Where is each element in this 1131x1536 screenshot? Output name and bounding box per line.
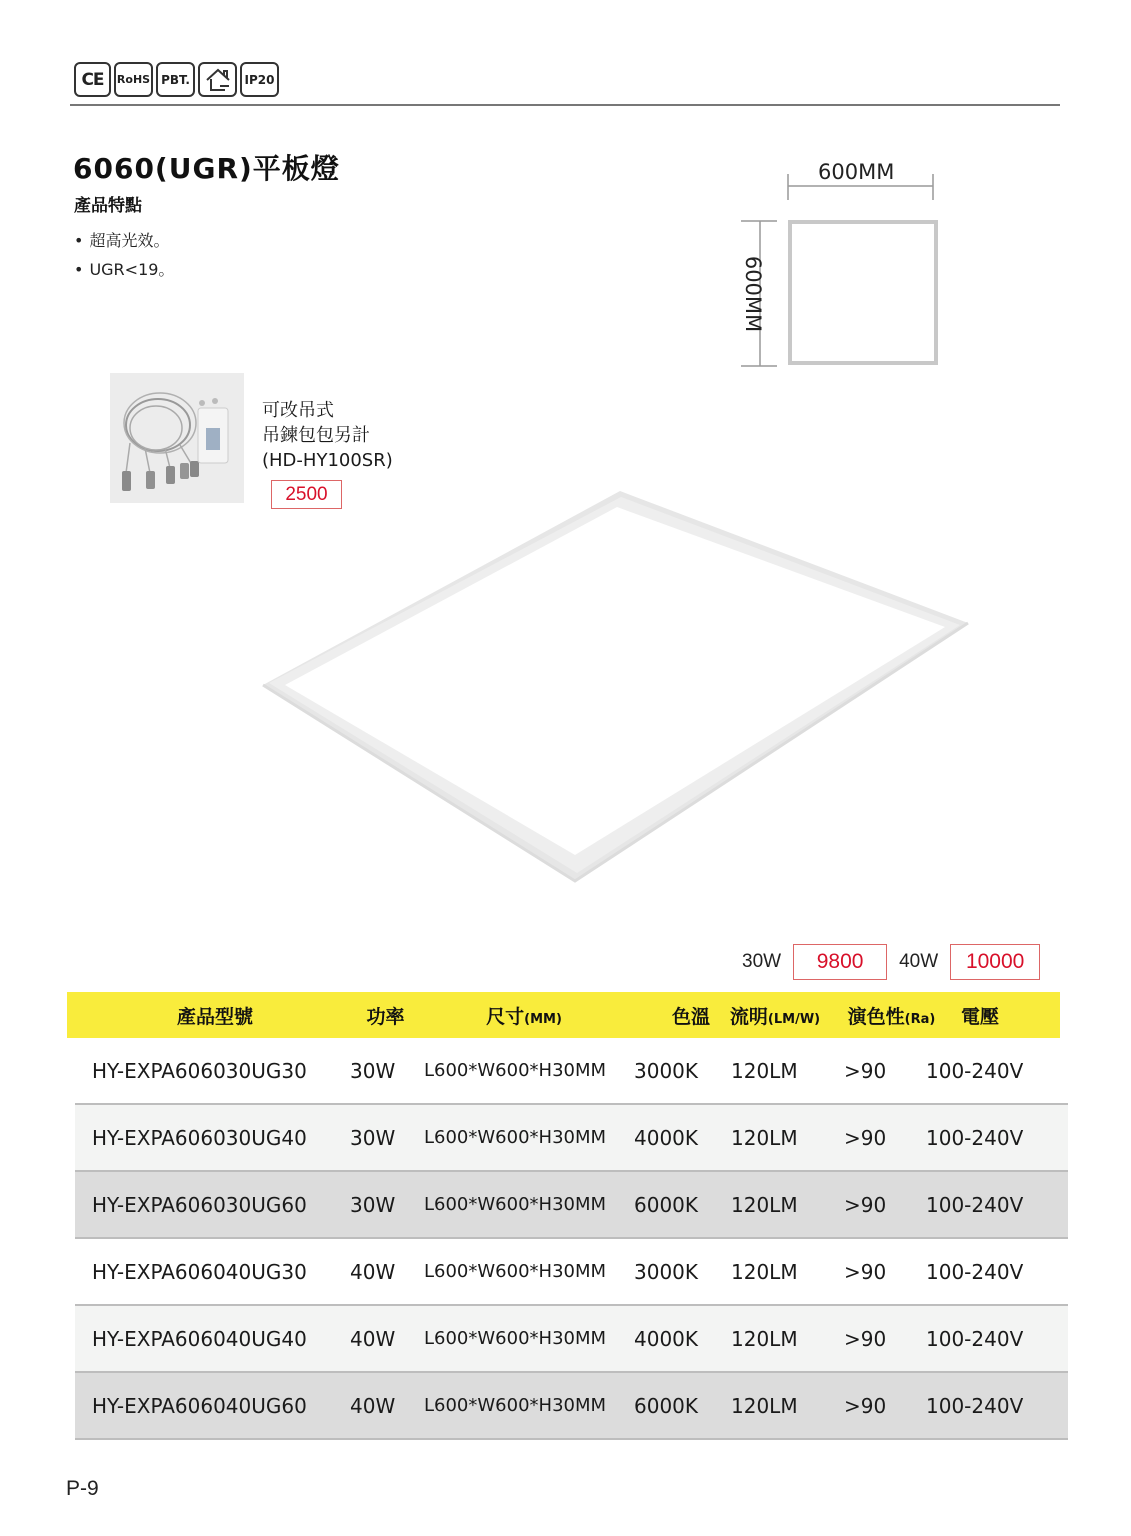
header-model: 產品型號 bbox=[176, 1005, 253, 1028]
cell-power: 30W bbox=[350, 1125, 396, 1150]
accessory-price: 2500 bbox=[271, 480, 342, 509]
ce-mark-icon bbox=[74, 62, 111, 97]
header-efficacy-label: 流明 bbox=[729, 1005, 768, 1028]
cell-voltage: 100-240V bbox=[926, 1326, 1024, 1351]
table-row bbox=[75, 1105, 1068, 1172]
header-size-unit: (MM) bbox=[524, 1011, 562, 1027]
cell-efficacy: 120LM bbox=[731, 1125, 798, 1150]
pbt-icon bbox=[156, 62, 195, 97]
height-dimension-label: 600MM bbox=[741, 255, 765, 333]
header-efficacy-unit: (LM/W) bbox=[767, 1011, 821, 1027]
features-heading: 產品特點 bbox=[74, 196, 142, 216]
cell-model: HY-EXPA606040UG60 bbox=[92, 1393, 307, 1418]
header-cri-unit: (Ra) bbox=[904, 1011, 936, 1027]
cell-model: HY-EXPA606040UG40 bbox=[92, 1326, 307, 1351]
cell-power: 30W bbox=[350, 1192, 396, 1217]
cell-efficacy: 120LM bbox=[731, 1393, 798, 1418]
cell-cct: 3000K bbox=[634, 1058, 699, 1083]
cell-cct: 6000K bbox=[634, 1393, 699, 1418]
cell-size: L600*W600*H30MM bbox=[424, 1194, 607, 1215]
cell-voltage: 100-240V bbox=[926, 1259, 1024, 1284]
ip20-label: IP20 bbox=[244, 72, 275, 87]
cell-size: L600*W600*H30MM bbox=[424, 1328, 607, 1349]
cell-cct: 4000K bbox=[634, 1125, 699, 1150]
cell-cri: >90 bbox=[844, 1326, 887, 1351]
table-header bbox=[67, 992, 1060, 1038]
feature-item: • 超高光效。 bbox=[74, 226, 174, 255]
spec-table bbox=[67, 992, 1068, 1440]
indoor-house-icon bbox=[198, 62, 237, 97]
price-30w: 9800 bbox=[793, 944, 887, 980]
cell-cct: 4000K bbox=[634, 1326, 699, 1351]
cell-model: HY-EXPA606030UG40 bbox=[92, 1125, 307, 1150]
cell-size: L600*W600*H30MM bbox=[424, 1060, 607, 1081]
header-voltage: 電壓 bbox=[960, 1005, 999, 1028]
header-cct: 色溫 bbox=[671, 1005, 710, 1028]
cell-efficacy: 120LM bbox=[731, 1192, 798, 1217]
cell-cct: 6000K bbox=[634, 1192, 699, 1217]
dimension-diagram bbox=[735, 160, 945, 375]
cell-power: 30W bbox=[350, 1058, 396, 1083]
cell-efficacy: 120LM bbox=[731, 1326, 798, 1351]
cell-voltage: 100-240V bbox=[926, 1058, 1024, 1083]
cell-voltage: 100-240V bbox=[926, 1393, 1024, 1418]
hanging-kit-photo bbox=[110, 373, 244, 503]
cell-model: HY-EXPA606030UG60 bbox=[92, 1192, 307, 1217]
header-size-label: 尺寸 bbox=[486, 1005, 525, 1028]
header-size bbox=[418, 1002, 630, 1029]
cell-power: 40W bbox=[350, 1326, 396, 1351]
table-row bbox=[75, 1172, 1068, 1239]
ce-label: CE bbox=[81, 69, 104, 90]
accessory-line-1: 可改吊式 bbox=[262, 400, 334, 421]
ip20-icon bbox=[240, 62, 279, 97]
panel-outline bbox=[788, 220, 938, 365]
width-dimension-label: 600MM bbox=[818, 160, 895, 184]
house-icon bbox=[204, 67, 232, 93]
cell-size: L600*W600*H30MM bbox=[424, 1261, 607, 1282]
header-efficacy bbox=[710, 1002, 825, 1029]
rohs-label: RoHS bbox=[116, 73, 151, 86]
panel-light-image bbox=[255, 485, 975, 885]
cell-voltage: 100-240V bbox=[926, 1192, 1024, 1217]
cell-model: HY-EXPA606040UG30 bbox=[92, 1259, 307, 1284]
cell-cri: >90 bbox=[844, 1192, 887, 1217]
cell-efficacy: 120LM bbox=[731, 1259, 798, 1284]
table-row bbox=[75, 1038, 1068, 1105]
accessory-line-2: 吊鍊包包另計 bbox=[262, 425, 370, 446]
header-power: 功率 bbox=[366, 1005, 405, 1028]
cell-model: HY-EXPA606030UG30 bbox=[92, 1058, 307, 1083]
accessory-model: (HD-HY100SR) bbox=[262, 450, 393, 471]
table-row bbox=[75, 1306, 1068, 1373]
header-divider bbox=[70, 104, 1060, 106]
pbt-label: PBT. bbox=[161, 72, 190, 87]
cell-size: L600*W600*H30MM bbox=[424, 1395, 607, 1416]
cell-power: 40W bbox=[350, 1259, 396, 1284]
cell-efficacy: 120LM bbox=[731, 1058, 798, 1083]
cell-cri: >90 bbox=[844, 1393, 887, 1418]
rohs-icon bbox=[114, 62, 153, 97]
page-number: P-9 bbox=[66, 1477, 99, 1500]
cell-cri: >90 bbox=[844, 1259, 887, 1284]
table-row bbox=[75, 1239, 1068, 1306]
cell-power: 40W bbox=[350, 1393, 396, 1418]
price-label-30w: 30W bbox=[742, 951, 782, 972]
price-40w: 10000 bbox=[950, 944, 1040, 980]
cell-voltage: 100-240V bbox=[926, 1125, 1024, 1150]
hanging-wire-kit-icon bbox=[110, 373, 244, 503]
table-row bbox=[75, 1373, 1068, 1440]
cell-size: L600*W600*H30MM bbox=[424, 1127, 607, 1148]
hanging-kit-description bbox=[262, 398, 393, 473]
cell-cri: >90 bbox=[844, 1058, 887, 1083]
feature-list bbox=[74, 226, 174, 284]
price-row bbox=[742, 944, 1040, 980]
product-title: 6060(UGR)平板燈 bbox=[73, 152, 340, 185]
price-label-40w: 40W bbox=[899, 951, 939, 972]
header-cri-label: 演色性 bbox=[847, 1005, 905, 1028]
certification-badges bbox=[74, 62, 279, 97]
header-cri bbox=[825, 1002, 950, 1029]
cell-cri: >90 bbox=[844, 1125, 887, 1150]
feature-item: • UGR<19。 bbox=[74, 255, 174, 284]
cell-cct: 3000K bbox=[634, 1259, 699, 1284]
